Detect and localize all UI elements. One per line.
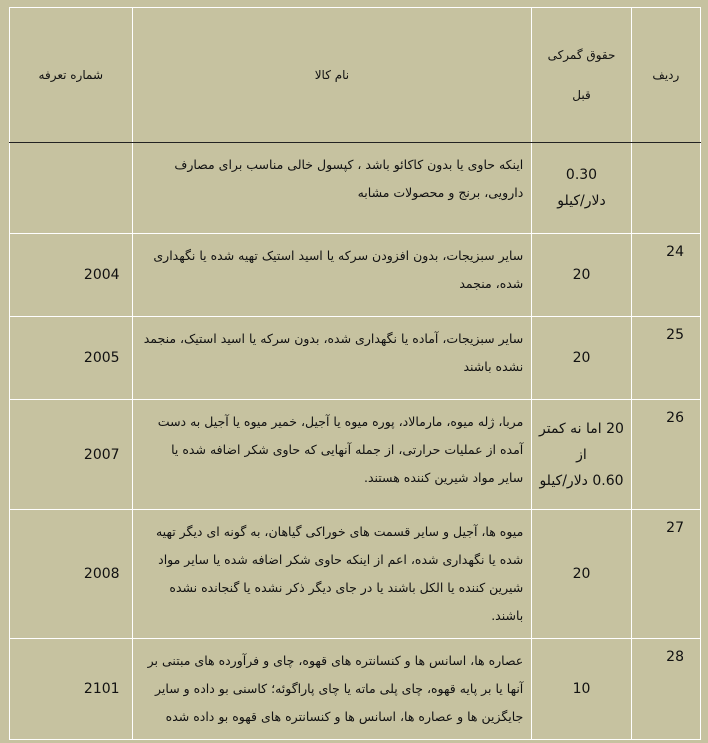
header-row (10, 8, 701, 143)
duty-line1: 20 (572, 267, 591, 283)
row-number (631, 143, 700, 234)
duty-line2: دلار/کیلو (557, 193, 606, 209)
product-name: سایر سبزیجات، بدون افزودن سرکه یا اسید استیک تهیه شده یا نگهداری شده، منجمد (132, 234, 532, 317)
duty-line1: 20 (572, 566, 591, 582)
duty-cell (532, 639, 631, 740)
header-code (10, 8, 133, 143)
product-name: سایر سبزیجات، آماده یا نگهداری شده، بدون سرکه یا اسید استیک، منجمد نشده باشند (132, 317, 532, 400)
duty-cell (532, 143, 631, 234)
tariff-code: 2008 (10, 510, 133, 639)
row-number: 25 (631, 317, 700, 400)
duty-label-line2: قبل (572, 88, 591, 102)
code-label: شماره تعرفه (38, 68, 103, 82)
product-name: میوه ها، آجیل و سایر قسمت های خوراکی گیاهان، به گونه ای دیگر تهیه شده یا نگهداری شده، اعم از اینکه حاوی شکر اضافه شده یا سایر مواد شیرین کننده یا الکل باشند یا در جای دیگر ذکر نشده یا گنجانده نشده باشند. (132, 510, 532, 639)
product-name: مربا، ژله میوه، مارمالاد، پوره میوه یا آجیل، خمیر میوه یا آجیل به دست آمده از عملیات حرارتی، از جمله آنهایی که حاوی شکر اضافه شده یا سایر مواد شیرین کننده هستند. (132, 400, 532, 510)
product-name: اینکه حاوی یا بدون کاکائو باشد ، کپسول خالی مناسب برای مصارف دارویی، برنج و محصولات مشابه (132, 143, 532, 234)
name-label: نام کالا (314, 68, 350, 82)
table-row (10, 400, 701, 510)
duty-cell (532, 400, 631, 510)
duty-line2: 0.60 دلار/کیلو (539, 472, 624, 489)
duty-cell (532, 234, 631, 317)
duty-line1: 20 اما نه کمتر از (539, 420, 624, 463)
table-row (10, 639, 701, 740)
header-row-number (631, 8, 700, 143)
row-number: 27 (631, 510, 700, 639)
tariff-table (9, 7, 701, 740)
tariff-code: 2007 (10, 400, 133, 510)
table-row (10, 317, 701, 400)
duty-line1: 10 (572, 681, 591, 697)
tariff-code: 2101 (10, 639, 133, 740)
duty-line1: 20 (572, 350, 591, 366)
duty-label-line1: حقوق گمرکی (547, 48, 616, 62)
tariff-code (10, 143, 133, 234)
table-row (10, 234, 701, 317)
row-number: 24 (631, 234, 700, 317)
header-duty (532, 8, 631, 143)
row-number: 28 (631, 639, 700, 740)
tariff-code: 2004 (10, 234, 133, 317)
row-number: 26 (631, 400, 700, 510)
product-name: عصاره ها، اسانس ها و کنسانتره های قهوه، چای و فرآورده های مبتنی بر آنها یا بر پایه قهوه، چای پلی ماته یا چای پاراگوئه؛ کاسنی بو داده و سایر جایگزین ها و عصاره ها، اسانس ها و کنسانتره های قهوه بو داده شده (132, 639, 532, 740)
row-number-label: ردیف (652, 68, 680, 82)
table-row (10, 510, 701, 639)
duty-cell (532, 510, 631, 639)
duty-line1: 0.30 (565, 167, 598, 183)
tariff-code: 2005 (10, 317, 133, 400)
header-name (132, 8, 532, 143)
table-row (10, 143, 701, 234)
duty-cell (532, 317, 631, 400)
